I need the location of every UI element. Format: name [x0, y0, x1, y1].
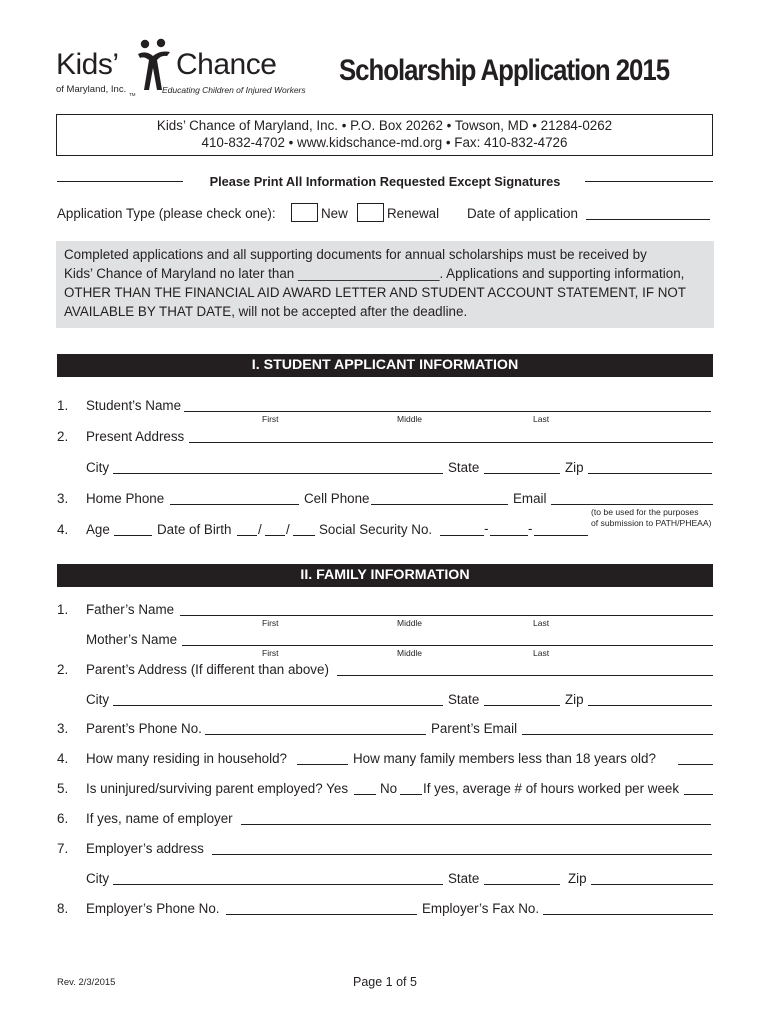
employer-phone-label: Employer’s Phone No.	[86, 901, 220, 916]
ssn-dash: -	[528, 521, 533, 536]
home-phone-field[interactable]	[170, 504, 299, 505]
email-note-2: of submission to PATH/PHEAA)	[591, 518, 712, 528]
item-number: 4.	[57, 522, 69, 537]
dob-slash: /	[258, 522, 262, 537]
employer-city-label: City	[86, 871, 110, 886]
item-number: 7.	[57, 841, 69, 856]
employer-phone-field[interactable]	[226, 914, 417, 915]
item-number: 1.	[57, 398, 69, 413]
logo-chance-text: Chance	[176, 48, 277, 81]
item-number: 3.	[57, 491, 69, 506]
employer-zip-field[interactable]	[591, 884, 713, 885]
section-student-header: I. STUDENT APPLICANT INFORMATION	[57, 354, 713, 377]
renewal-checkbox[interactable]	[357, 203, 384, 222]
email-field[interactable]	[551, 504, 713, 505]
item-number: 6.	[57, 811, 69, 826]
page-title: Scholarship Application 2015	[339, 54, 670, 87]
under-18-field[interactable]	[678, 764, 713, 765]
hours-field[interactable]	[684, 794, 713, 795]
dob-label: Date of Birth	[157, 522, 232, 537]
ssn-part-2-field[interactable]	[490, 535, 528, 536]
new-checkbox[interactable]	[291, 203, 318, 222]
notice-line-3: OTHER THAN THE FINANCIAL AID AWARD LETTER AND STUDENT ACCOUNT STATEMENT, IF NOT	[64, 285, 686, 300]
email-note-1: (to be used for the purposes	[591, 507, 699, 517]
parent-phone-field[interactable]	[205, 734, 426, 735]
dob-slash: /	[286, 522, 290, 537]
employer-state-label: State	[448, 871, 480, 886]
employer-state-field[interactable]	[484, 884, 560, 885]
present-address-label: Present Address	[86, 429, 185, 444]
item-number: 4.	[57, 751, 69, 766]
dob-month-field[interactable]	[237, 535, 257, 536]
logo-figures-icon	[134, 38, 174, 92]
middle-caption: Middle	[397, 618, 423, 628]
dob-day-field[interactable]	[265, 535, 285, 536]
email-label: Email	[513, 491, 547, 506]
employer-zip-label: Zip	[568, 871, 587, 886]
cell-phone-label: Cell Phone	[304, 491, 370, 506]
age-field[interactable]	[114, 535, 152, 536]
date-of-application-label: Date of application	[467, 206, 578, 221]
print-instructions: Please Print All Information Requested Except Signatures	[209, 174, 561, 189]
address-line-2: 410-832-4702 • www.kidschance-md.org • Fax: 410-832-4726	[201, 135, 568, 150]
parent-address-label: Parent’s Address (If different than above)	[86, 662, 329, 677]
employed-yes-field[interactable]	[354, 794, 376, 795]
item-number: 1.	[57, 602, 69, 617]
present-address-field[interactable]	[189, 442, 713, 443]
renewal-label: Renewal	[387, 206, 440, 221]
parent-address-field[interactable]	[337, 675, 713, 676]
item-number: 2.	[57, 429, 69, 444]
parent-phone-label: Parent’s Phone No.	[86, 721, 202, 736]
employer-fax-field[interactable]	[543, 914, 713, 915]
parent-zip-label: Zip	[565, 692, 584, 707]
item-number: 3.	[57, 721, 69, 736]
state-field[interactable]	[484, 473, 560, 474]
divider-right	[585, 181, 713, 182]
item-number: 2.	[57, 662, 69, 677]
page-number: Page 1 of 5	[353, 975, 417, 989]
logo-tagline: Educating Children of Injured Workers	[162, 85, 306, 95]
cell-phone-field[interactable]	[371, 504, 508, 505]
last-caption: Last	[533, 414, 550, 424]
parent-state-field[interactable]	[484, 705, 560, 706]
employer-address-field[interactable]	[212, 854, 712, 855]
logo-kids-text: Kids’	[56, 48, 119, 81]
parent-city-label: City	[86, 692, 110, 707]
ssn-dash: -	[484, 521, 489, 536]
first-caption: First	[262, 648, 279, 658]
father-name-label: Father’s Name	[86, 602, 175, 617]
mother-name-field[interactable]	[182, 645, 713, 646]
employer-name-field[interactable]	[241, 824, 711, 825]
section-family-header: II. FAMILY INFORMATION	[57, 564, 713, 587]
new-label: New	[321, 206, 348, 221]
parent-state-label: State	[448, 692, 480, 707]
notice-line-4: AVAILABLE BY THAT DATE, will not be accepted after the deadline.	[64, 304, 468, 319]
ssn-part-1-field[interactable]	[440, 535, 484, 536]
household-field[interactable]	[297, 764, 348, 765]
employer-address-label: Employer’s address	[86, 841, 204, 856]
parent-city-field[interactable]	[113, 705, 443, 706]
household-label: How many residing in household?	[86, 751, 287, 766]
hours-label: If yes, average # of hours worked per week	[423, 781, 680, 796]
date-of-application-field[interactable]	[586, 219, 710, 220]
middle-caption: Middle	[397, 414, 423, 424]
ssn-part-3-field[interactable]	[534, 535, 588, 536]
application-type-label: Application Type (please check one):	[57, 206, 276, 221]
logo-tm: TM	[129, 92, 136, 97]
age-label: Age	[86, 522, 110, 537]
employer-name-label: If yes, name of employer	[86, 811, 233, 826]
last-caption: Last	[533, 648, 550, 658]
ssn-label: Social Security No.	[319, 522, 433, 537]
parent-email-label: Parent’s Email	[431, 721, 518, 736]
first-caption: First	[262, 618, 279, 628]
employed-no-label: No	[380, 781, 398, 796]
zip-field[interactable]	[588, 473, 712, 474]
student-name-label: Student’s Name	[86, 398, 182, 413]
deadline-notice	[56, 241, 714, 328]
address-box	[56, 114, 713, 156]
home-phone-label: Home Phone	[86, 491, 165, 506]
parent-email-field[interactable]	[522, 734, 713, 735]
item-number: 8.	[57, 901, 69, 916]
mother-name-label: Mother’s Name	[86, 632, 178, 647]
last-caption: Last	[533, 618, 550, 628]
item-number: 5.	[57, 781, 69, 796]
city-field[interactable]	[113, 473, 443, 474]
notice-line-2: Kids’ Chance of Maryland no later than ___________________. Applications and supporting information,	[64, 266, 685, 281]
logo-of-maryland: of Maryland, Inc.	[56, 84, 127, 95]
employer-city-field[interactable]	[113, 884, 443, 885]
revision-date: Rev. 2/3/2015	[57, 977, 116, 988]
zip-label: Zip	[565, 460, 584, 475]
student-name-field[interactable]	[184, 411, 711, 412]
city-label: City	[86, 460, 110, 475]
address-line-1: Kids’ Chance of Maryland, Inc. • P.O. Box 20262 • Towson, MD • 21284-0262	[156, 118, 613, 133]
middle-caption: Middle	[397, 648, 423, 658]
state-label: State	[448, 460, 480, 475]
employed-label: Is uninjured/surviving parent employed? Yes	[86, 781, 349, 796]
dob-year-field[interactable]	[293, 535, 315, 536]
employer-fax-label: Employer’s Fax No.	[422, 901, 540, 916]
notice-line-1: Completed applications and all supporting documents for annual scholarships must be received by	[64, 247, 647, 262]
father-name-field[interactable]	[180, 615, 713, 616]
under-18-label: How many family members less than 18 years old?	[353, 751, 656, 766]
first-caption: First	[262, 414, 279, 424]
parent-zip-field[interactable]	[588, 705, 712, 706]
employed-no-field[interactable]	[400, 794, 422, 795]
